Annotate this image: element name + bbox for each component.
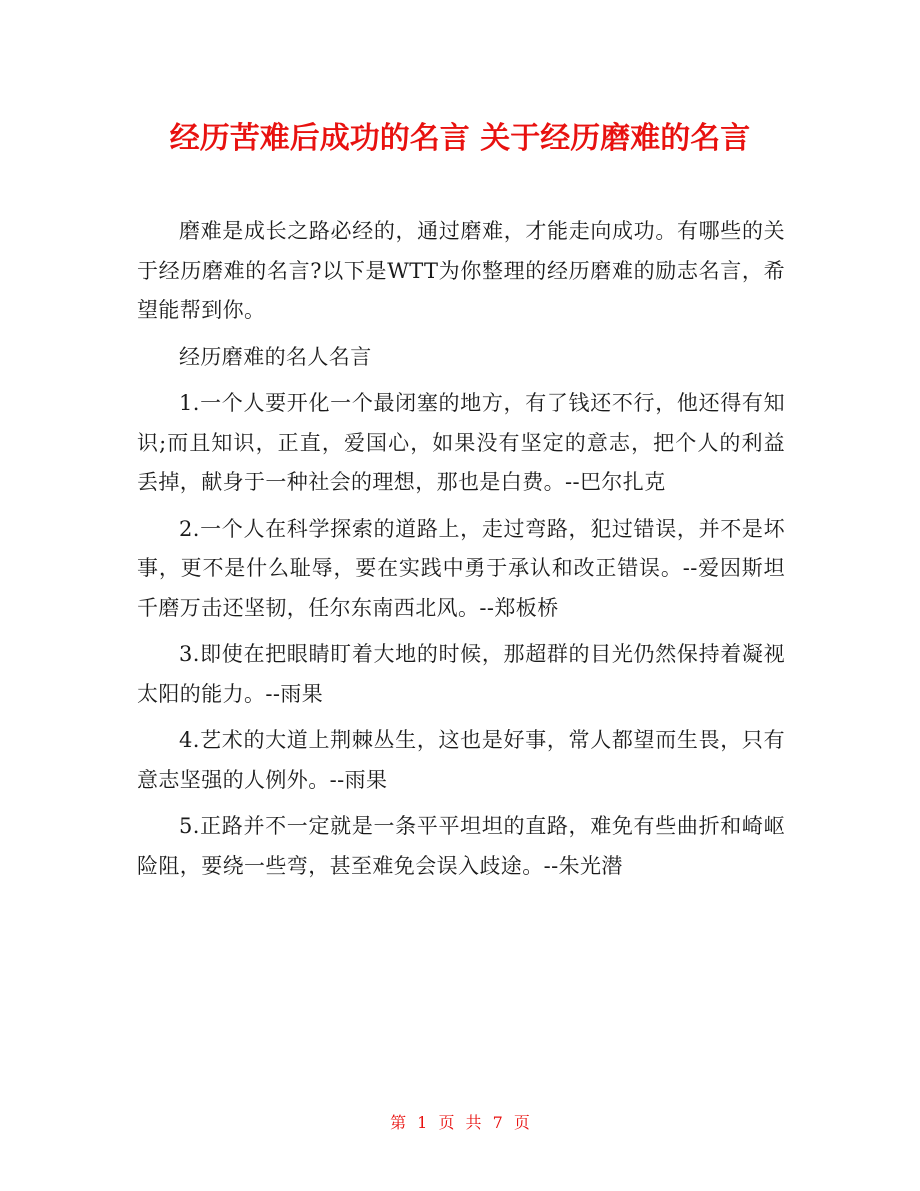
page-number-footer: 第 1 页 共 7 页 xyxy=(390,1113,530,1132)
quote-paragraph-2: 2.一个人在科学探索的道路上，走过弯路，犯过错误，并不是坏事，更不是什么耻辱，要在实践中勇于承认和改正错误。--爱因斯坦千磨万击还坚韧，任尔东南西北风。--郑板桥 xyxy=(137,516,785,620)
document-body xyxy=(137,212,785,893)
section-heading: 经历磨难的名人名言 xyxy=(179,344,372,369)
quote-paragraph-3: 3.即使在把眼睛盯着大地的时候，那超群的目光仍然保持着凝视太阳的能力。--雨果 xyxy=(137,642,785,706)
quote-paragraph-1: 1.一个人要开化一个最闭塞的地方，有了钱还不行，他还得有知识;而且知识，正直，爱国心，如果没有坚定的意志，把个人的利益丢掉，献身于一种社会的理想，那也是白费。--巴尔扎克 xyxy=(137,391,785,494)
page-title: 经历苦难后成功的名言 关于经历磨难的名言 xyxy=(169,121,751,156)
intro-paragraph: 磨难是成长之路必经的，通过磨难，才能走向成功。有哪些的关于经历磨难的名言?以下是WTT为你整理的经历磨难的励志名言，希望能帮到你。 xyxy=(137,219,785,322)
quote-paragraph-4: 4.艺术的大道上荆棘丛生，这也是好事，常人都望而生畏，只有意志坚强的人例外。--雨果 xyxy=(137,728,785,792)
quote-paragraph-5: 5.正路并不一定就是一条平平坦坦的直路，难免有些曲折和崎岖险阻，要绕一些弯，甚至难免会误入歧途。--朱光潜 xyxy=(137,814,785,878)
